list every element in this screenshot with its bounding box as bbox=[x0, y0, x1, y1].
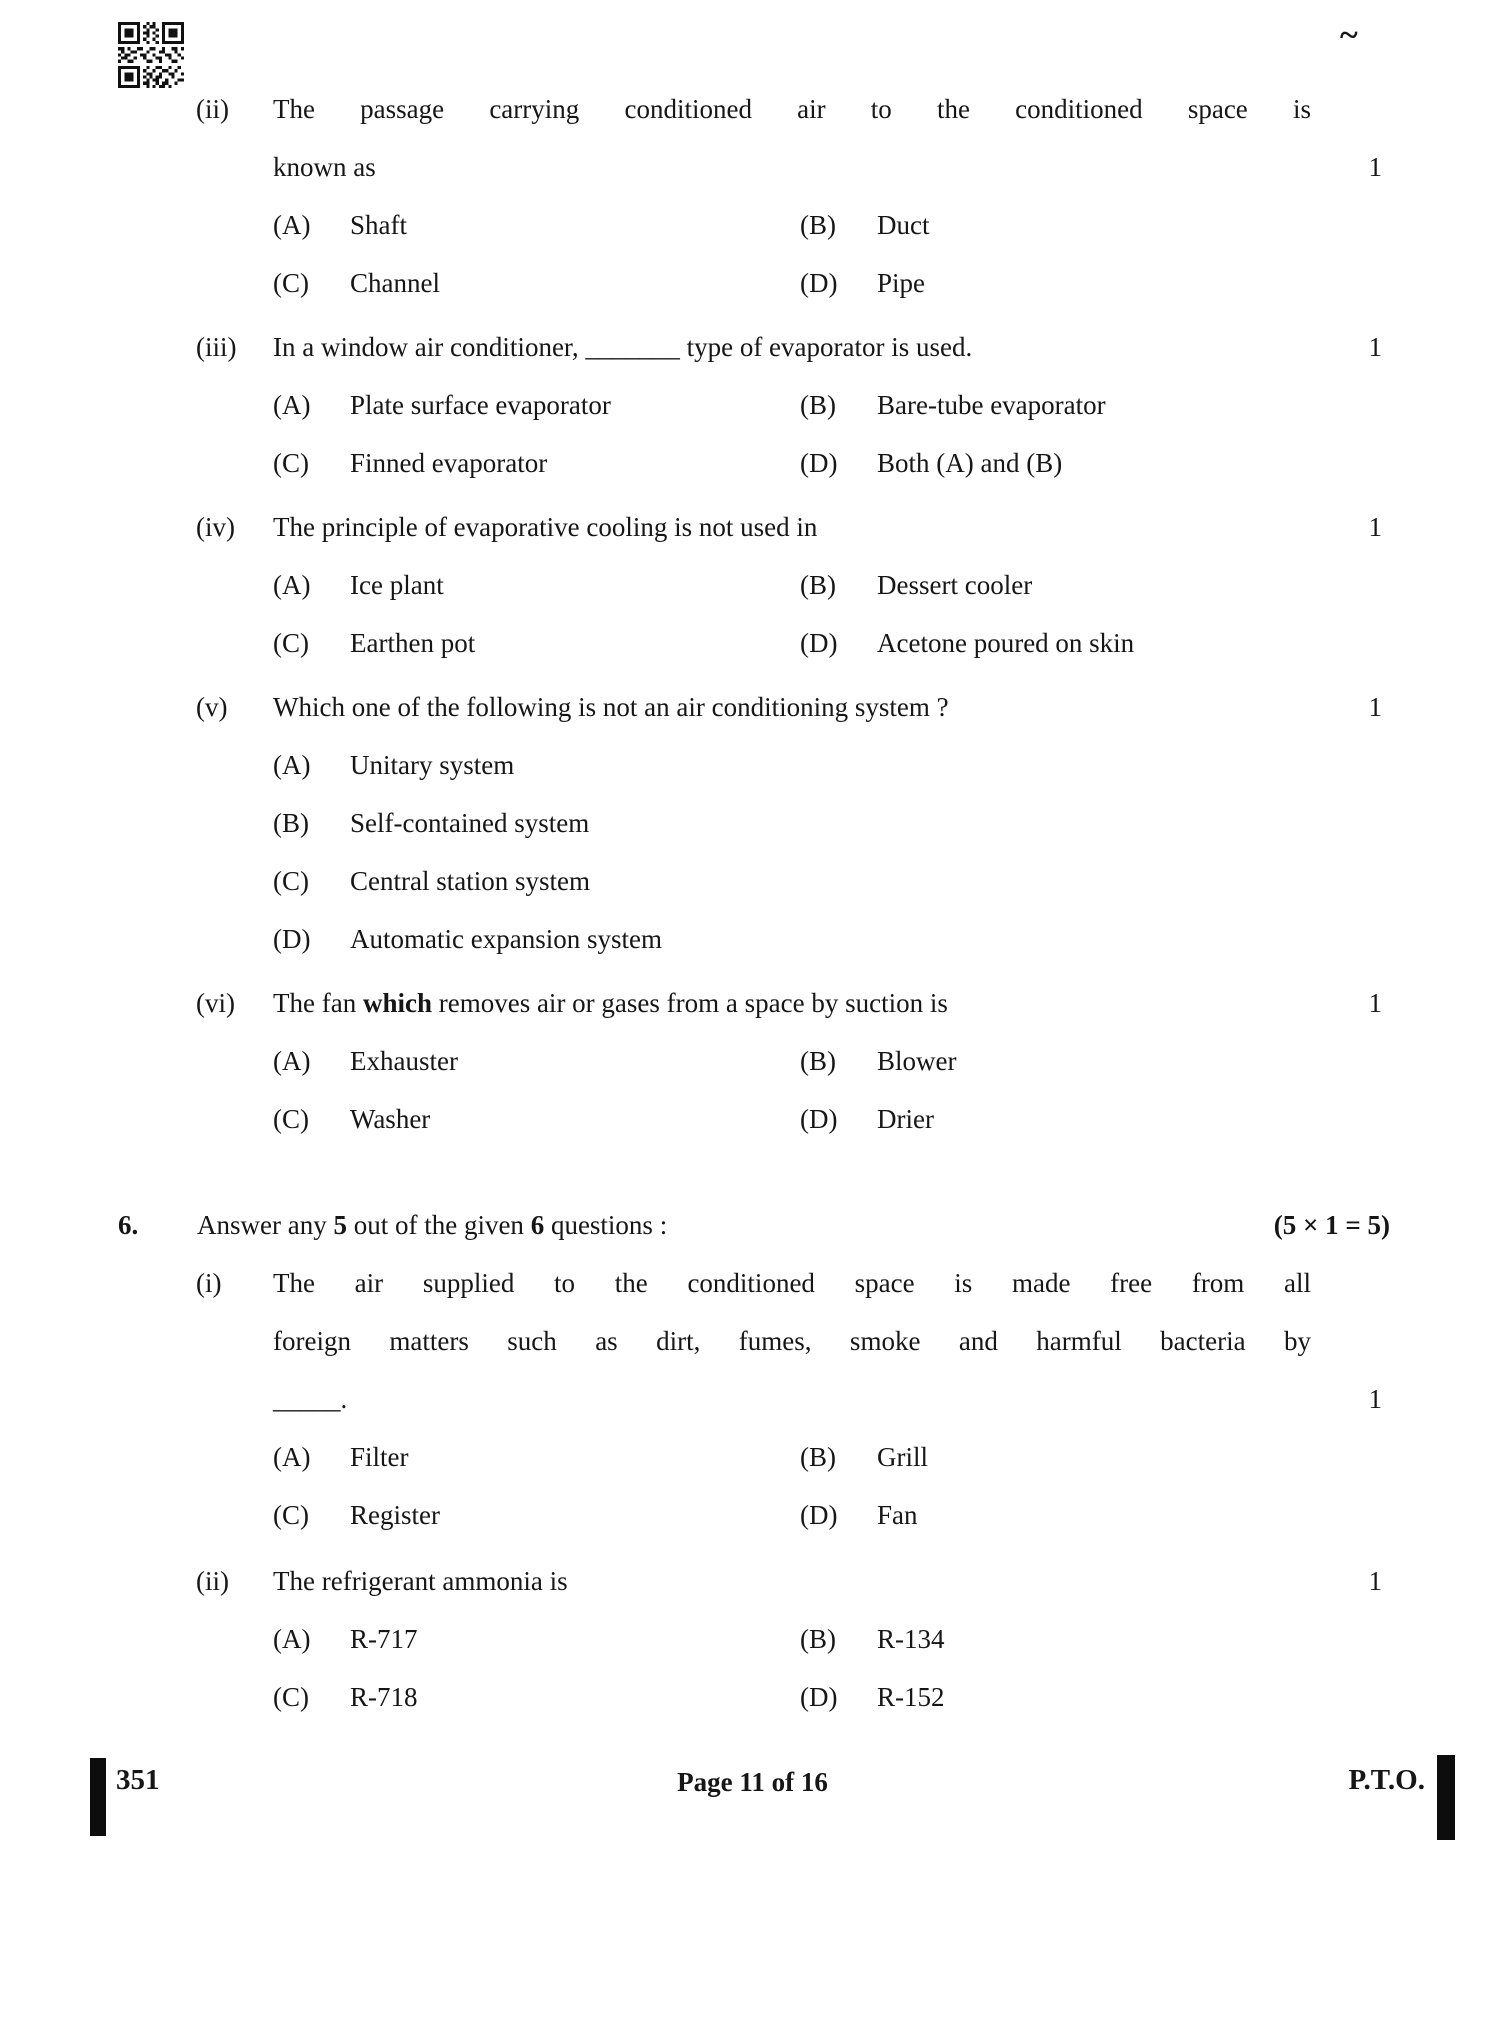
option-text: Duct bbox=[877, 210, 930, 240]
option-c bbox=[273, 852, 800, 910]
question-number: (iii) bbox=[196, 332, 237, 362]
question-text bbox=[273, 498, 1311, 556]
pto-label: P.T.O. bbox=[1348, 1764, 1425, 1796]
option-text: Ice plant bbox=[350, 570, 444, 600]
option-label: (B) bbox=[800, 1624, 836, 1654]
option-c bbox=[273, 434, 800, 492]
option-a bbox=[273, 196, 800, 254]
question-intro: Answer any 5 out of the given 6 questions : bbox=[197, 1210, 668, 1240]
options-row bbox=[0, 1486, 1505, 1544]
option-text: Unitary system bbox=[350, 750, 515, 780]
question-number: (vi) bbox=[196, 988, 235, 1018]
option-text: Automatic expansion system bbox=[350, 924, 662, 954]
option-label: (A) bbox=[273, 1442, 311, 1472]
options-row bbox=[0, 736, 1505, 794]
option-label: (B) bbox=[800, 1442, 836, 1472]
option-c bbox=[273, 254, 800, 312]
question-line: The refrigerant ammonia is bbox=[273, 1566, 568, 1596]
option-a bbox=[273, 736, 800, 794]
question-5-iii bbox=[0, 318, 1505, 376]
option-text: Central station system bbox=[350, 866, 590, 896]
option-label: (B) bbox=[800, 210, 836, 240]
option-text: R-718 bbox=[350, 1682, 418, 1712]
option-d bbox=[800, 434, 1505, 492]
option-text: Both (A) and (B) bbox=[877, 448, 1063, 478]
options-row bbox=[0, 254, 1505, 312]
question-5-v bbox=[0, 678, 1505, 736]
option-d bbox=[800, 1668, 1505, 1726]
option-text: Filter bbox=[350, 1442, 409, 1472]
option-text: Bare-tube evaporator bbox=[877, 390, 1106, 420]
question-5-iv bbox=[0, 498, 1505, 556]
options-row bbox=[0, 614, 1505, 672]
option-b bbox=[273, 794, 800, 852]
option-label: (A) bbox=[273, 390, 311, 420]
question-5-ii bbox=[0, 80, 1505, 196]
options-row bbox=[0, 196, 1505, 254]
footer-right-bar bbox=[1437, 1755, 1455, 1840]
option-text: Plate surface evaporator bbox=[350, 390, 611, 420]
options-row bbox=[0, 1090, 1505, 1148]
marks-value: 1 bbox=[1368, 1566, 1382, 1596]
option-label: (C) bbox=[273, 268, 309, 298]
question-text bbox=[273, 678, 1311, 736]
option-text: Fan bbox=[877, 1500, 918, 1530]
marks-value: 1 bbox=[1368, 512, 1382, 542]
options-row bbox=[0, 1032, 1505, 1090]
option-text: R-717 bbox=[350, 1624, 418, 1654]
marks-formula: (5 × 1 = 5) bbox=[1273, 1210, 1390, 1240]
option-c bbox=[273, 1668, 800, 1726]
option-label: (D) bbox=[800, 1104, 838, 1134]
option-label: (D) bbox=[800, 628, 838, 658]
option-text: Channel bbox=[350, 268, 440, 298]
question-text bbox=[273, 80, 1311, 196]
option-d bbox=[800, 1486, 1505, 1544]
option-text: Register bbox=[350, 1500, 440, 1530]
option-label: (D) bbox=[273, 924, 311, 954]
option-label: (B) bbox=[800, 570, 836, 600]
option-text: R-152 bbox=[877, 1682, 945, 1712]
options-row bbox=[0, 376, 1505, 434]
option-label: (C) bbox=[273, 866, 309, 896]
question-number: (ii) bbox=[196, 94, 229, 124]
question-line: The passage carrying conditioned air to the conditioned space is bbox=[273, 94, 1311, 124]
question-line: The principle of evaporative cooling is not used in bbox=[273, 512, 818, 542]
option-a bbox=[273, 1610, 800, 1668]
option-label: (A) bbox=[273, 1046, 311, 1076]
option-a bbox=[273, 1428, 800, 1486]
question-number: (i) bbox=[196, 1268, 222, 1298]
option-label: (C) bbox=[273, 628, 309, 658]
tilde-mark: ~ bbox=[1340, 17, 1358, 54]
question-line: _____. bbox=[273, 1384, 348, 1414]
question-5-vi bbox=[0, 974, 1505, 1032]
option-label: (D) bbox=[800, 1500, 838, 1530]
options-row bbox=[0, 1428, 1505, 1486]
option-label: (C) bbox=[273, 1682, 309, 1712]
question-6-i bbox=[0, 1254, 1505, 1428]
option-text: Exhauster bbox=[350, 1046, 458, 1076]
option-text: Washer bbox=[350, 1104, 431, 1134]
option-b bbox=[800, 376, 1505, 434]
option-text: Blower bbox=[877, 1046, 957, 1076]
option-text: Drier bbox=[877, 1104, 934, 1134]
option-label: (B) bbox=[800, 390, 836, 420]
marks-value: 1 bbox=[1368, 152, 1382, 182]
option-label: (C) bbox=[273, 1500, 309, 1530]
option-text: Earthen pot bbox=[350, 628, 476, 658]
question-number: (v) bbox=[196, 692, 228, 722]
option-label: (D) bbox=[800, 268, 838, 298]
option-label: (D) bbox=[800, 1682, 838, 1712]
option-label: (C) bbox=[273, 448, 309, 478]
option-d bbox=[800, 1090, 1505, 1148]
option-text: R-134 bbox=[877, 1624, 945, 1654]
question-text bbox=[273, 1552, 1311, 1610]
marks-value: 1 bbox=[1368, 692, 1382, 722]
marks-value: 1 bbox=[1368, 988, 1382, 1018]
question-line: The fan which removes air or gases from a space by suction is bbox=[273, 988, 948, 1018]
question-6-header bbox=[0, 1196, 1505, 1254]
option-label: (B) bbox=[273, 808, 309, 838]
option-label: (B) bbox=[800, 1046, 836, 1076]
option-b bbox=[800, 1032, 1505, 1090]
option-c bbox=[273, 1090, 800, 1148]
paper-code: 351 bbox=[116, 1764, 160, 1796]
option-d bbox=[273, 910, 800, 968]
option-a bbox=[273, 376, 800, 434]
marks-value: 1 bbox=[1368, 332, 1382, 362]
options-row bbox=[0, 852, 1505, 910]
option-b bbox=[800, 1428, 1505, 1486]
option-text: Finned evaporator bbox=[350, 448, 548, 478]
question-line: The air supplied to the conditioned space is made free from all bbox=[273, 1268, 1311, 1298]
option-label: (D) bbox=[800, 448, 838, 478]
option-label: (A) bbox=[273, 210, 311, 240]
question-text bbox=[273, 974, 1311, 1032]
option-text: Grill bbox=[877, 1442, 928, 1472]
question-line: In a window air conditioner, _______ type of evaporator is used. bbox=[273, 332, 973, 362]
option-b bbox=[800, 1610, 1505, 1668]
options-row bbox=[0, 556, 1505, 614]
options-row bbox=[0, 1668, 1505, 1726]
option-label: (A) bbox=[273, 750, 311, 780]
option-b bbox=[800, 556, 1505, 614]
question-line: Which one of the following is not an air conditioning system ? bbox=[273, 692, 949, 722]
option-label: (C) bbox=[273, 1104, 309, 1134]
option-a bbox=[273, 1032, 800, 1090]
page-number: Page 11 of 16 bbox=[677, 1767, 828, 1797]
option-text: Dessert cooler bbox=[877, 570, 1033, 600]
question-number: 6. bbox=[118, 1210, 139, 1240]
option-d bbox=[800, 614, 1505, 672]
option-text: Acetone poured on skin bbox=[877, 628, 1135, 658]
option-a bbox=[273, 556, 800, 614]
question-6-ii bbox=[0, 1552, 1505, 1610]
question-number: (ii) bbox=[196, 1566, 229, 1596]
options-row bbox=[0, 910, 1505, 968]
options-row bbox=[0, 434, 1505, 492]
marks-value: 1 bbox=[1368, 1384, 1382, 1414]
option-text: Self-contained system bbox=[350, 808, 590, 838]
options-row bbox=[0, 794, 1505, 852]
option-text: Shaft bbox=[350, 210, 407, 240]
option-c bbox=[273, 614, 800, 672]
question-number: (iv) bbox=[196, 512, 235, 542]
question-text bbox=[273, 318, 1311, 376]
option-label: (A) bbox=[273, 570, 311, 600]
question-line: foreign matters such as dirt, fumes, smoke and harmful bacteria by bbox=[273, 1326, 1311, 1356]
question-text bbox=[273, 1254, 1311, 1428]
option-text: Pipe bbox=[877, 268, 926, 298]
option-d bbox=[800, 254, 1505, 312]
question-line: known as bbox=[273, 152, 376, 182]
option-c bbox=[273, 1486, 800, 1544]
option-label: (A) bbox=[273, 1624, 311, 1654]
options-row bbox=[0, 1610, 1505, 1668]
option-b bbox=[800, 196, 1505, 254]
